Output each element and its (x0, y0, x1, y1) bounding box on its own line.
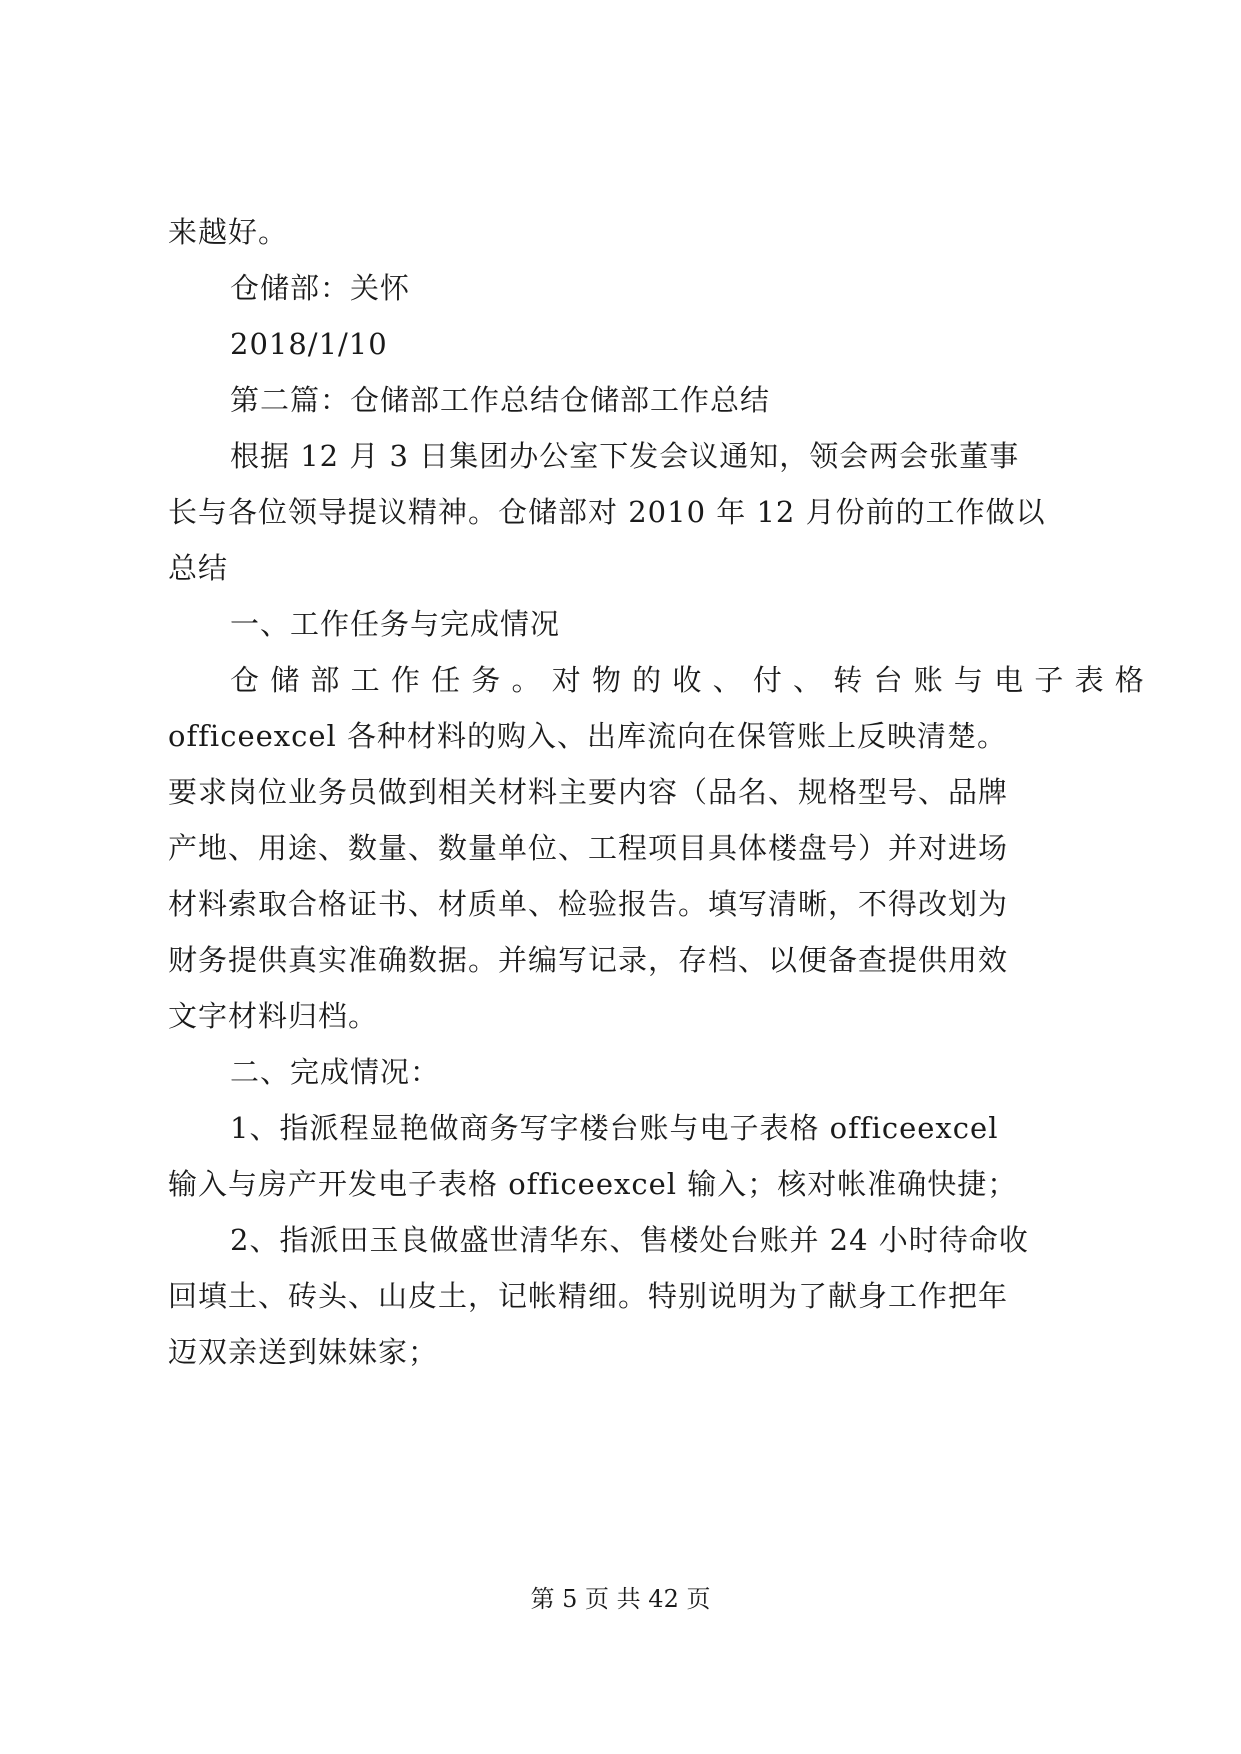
heading-tasks: 一、工作任务与完成情况 (230, 607, 561, 641)
section-title: 第二篇：仓储部工作总结仓储部工作总结 (230, 383, 771, 417)
signature-department: 仓储部：关怀 (230, 271, 411, 305)
paragraph-line-6: 要求岗位业务员做到相关材料主要内容（品名、规格型号、品牌 (168, 775, 1009, 809)
paragraph-line-10: 文字材料归档。 (168, 999, 379, 1033)
paragraph-line-8: 材料索取合格证书、材质单、检验报告。填写清晰，不得改划为 (168, 887, 1009, 921)
signature-date: 2018/1/10 (230, 327, 388, 361)
item-2-line-1: 2、指派田玉良做盛世清华东、售楼处台账并 24 小时待命收 (230, 1223, 1029, 1257)
paragraph-line-9: 财务提供真实准确数据。并编写记录，存档、以便备查提供用效 (168, 943, 1009, 977)
heading-completion: 二、完成情况： (230, 1055, 441, 1089)
paragraph-line-7: 产地、用途、数量、数量单位、工程项目具体楼盘号）并对进场 (168, 831, 1009, 865)
item-2-line-3: 迈双亲送到妹妹家； (168, 1335, 439, 1369)
item-1-line-1: 1、指派程显艳做商务写字楼台账与电子表格 officeexcel (230, 1111, 999, 1145)
text-line-1: 来越好。 (168, 215, 289, 249)
paragraph-line-5: officeexcel 各种材料的购入、出库流向在保管账上反映清楚。 (168, 719, 1008, 753)
paragraph-line-2: 长与各位领导提议精神。仓储部对 2010 年 12 月份前的工作做以 (168, 495, 1046, 529)
paragraph-line-1: 根据 12 月 3 日集团办公室下发会议通知，领会两会张董事 (230, 439, 1020, 473)
item-2-line-2: 回填土、砖头、山皮土，记帐精细。特别说明为了献身工作把年 (168, 1279, 1009, 1313)
item-1-line-2: 输入与房产开发电子表格 officeexcel 输入；核对帐准确快捷； (168, 1167, 1018, 1201)
page-number-footer: 第 5 页 共 42 页 (530, 1585, 711, 1613)
paragraph-line-4: 仓 储 部 工 作 任 务 。 对 物 的 收 、 付 、 转 台 账 与 电 子 表 格 (230, 663, 1145, 697)
paragraph-line-3: 总结 (168, 551, 229, 585)
